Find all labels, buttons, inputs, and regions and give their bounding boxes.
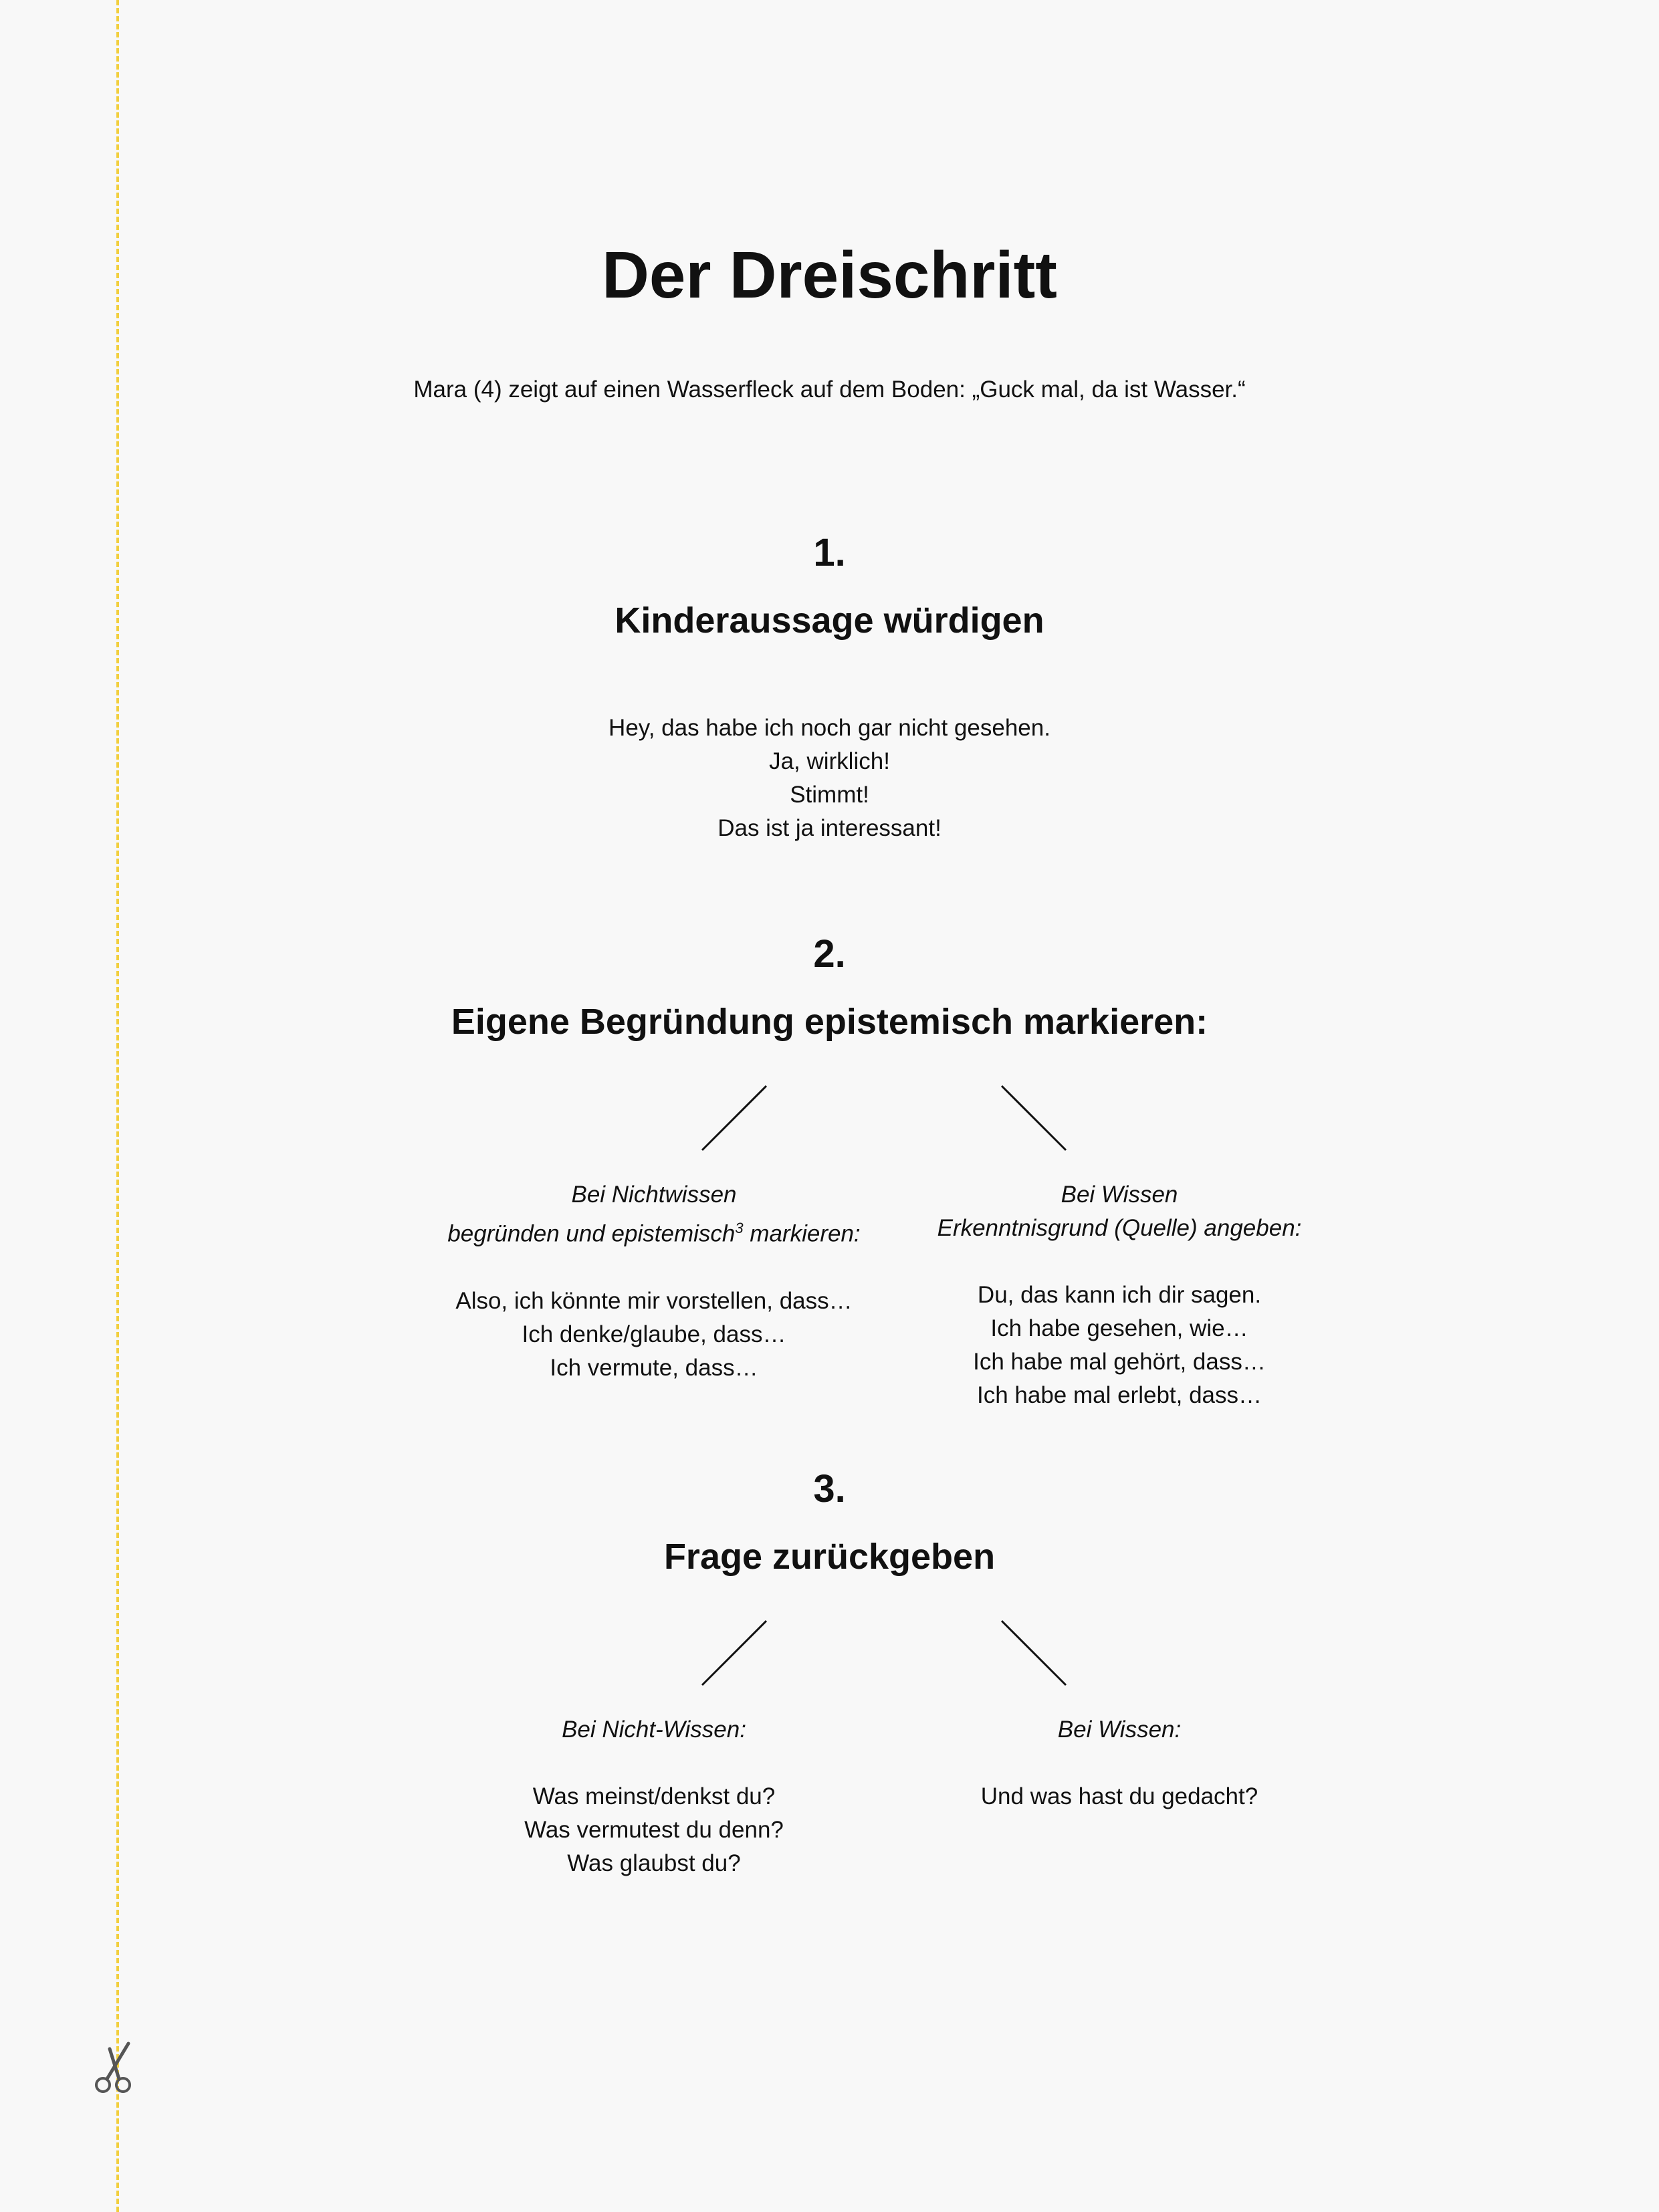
- step-3-left-line: Was glaubst du?: [567, 1850, 741, 1876]
- step-1-line: Hey, das habe ich noch gar nicht gesehen.: [609, 715, 1050, 741]
- step-2-left-line: Ich vermute, dass…: [550, 1354, 758, 1381]
- step-3-right-label: Bei Wissen:: [1057, 1717, 1182, 1743]
- step-3-branch-lines: [695, 1618, 1070, 1686]
- cut-line: [116, 0, 119, 2212]
- step-3-left-label: Bei Nicht-Wissen:: [562, 1717, 746, 1743]
- step-2-left-line: Ich denke/glaube, dass…: [522, 1321, 786, 1347]
- step-2-right-line: Ich habe gesehen, wie…: [990, 1315, 1248, 1341]
- step-2-branch-lines: [695, 1083, 1070, 1151]
- step-1-line: Stimmt!: [790, 782, 869, 808]
- intro-text: Mara (4) zeigt auf einen Wasserfleck auf dem Boden: „Guck mal, da ist Wasser.“: [413, 376, 1246, 403]
- step-2-left-label-line2: begründen und epistemisch$^3$ markieren:: [447, 1220, 861, 1247]
- step-2-right-line: Ich habe mal erlebt, dass…: [976, 1382, 1262, 1408]
- step-2-heading: Eigene Begründung epistemisch markieren:: [451, 1002, 1208, 1042]
- step-2-right-label-line2: Erkenntnisgrund (Quelle) angeben:: [937, 1215, 1302, 1241]
- step-2-number: 2.: [813, 932, 846, 976]
- step-2-right-column: [832, 1178, 1407, 1412]
- step-3-left-line: Was meinst/denkst du?: [532, 1783, 776, 1809]
- step-2-right-label: Bei Wissen: [1061, 1182, 1178, 1208]
- step-2-right-line: Ich habe mal gehört, dass…: [973, 1349, 1266, 1375]
- step-1-lines: [0, 711, 1659, 845]
- step-2-left-line: Also, ich könnte mir vorstellen, dass…: [455, 1287, 853, 1314]
- step-1-line: Ja, wirklich!: [769, 748, 890, 774]
- step-3-right-line: Und was hast du gedacht?: [980, 1783, 1258, 1809]
- step-1-heading: Kinderaussage würdigen: [615, 600, 1044, 641]
- step-3-heading: Frage zurückgeben: [663, 1537, 996, 1577]
- step-2-left-label: Bei Nichtwissen: [571, 1182, 737, 1208]
- step-1-line: Das ist ja interessant!: [717, 815, 942, 841]
- scissors-icon: [94, 2041, 138, 2097]
- step-3-right-column: [832, 1713, 1407, 1813]
- step-2-right-line: Du, das kann ich dir sagen.: [977, 1282, 1262, 1308]
- step-3-number: 3.: [813, 1467, 846, 1511]
- page-title: Der Dreischritt: [602, 238, 1057, 312]
- step-3-left-line: Was vermutest du denn?: [524, 1817, 784, 1843]
- step-1-number: 1.: [813, 531, 846, 574]
